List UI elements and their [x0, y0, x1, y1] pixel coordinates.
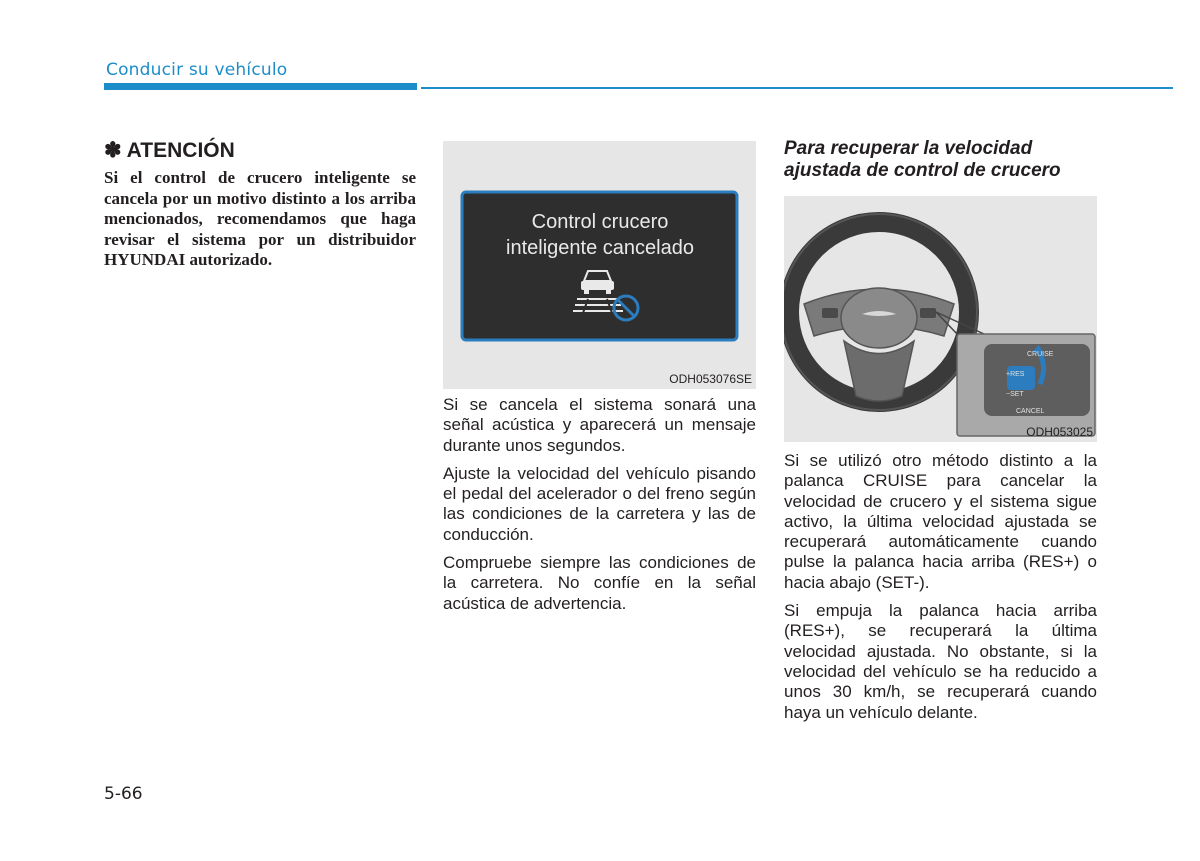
section-title: Conducir su vehículo [106, 60, 288, 80]
subsection-heading: Para recuperar la velocidad ajustada de control de crucero [784, 138, 1061, 181]
caution-symbol-icon: ✽ [104, 139, 122, 162]
steering-wheel-illustration [784, 196, 1097, 442]
paragraph: Si empuja la palanca hacia arriba (RES+), se recuperará la última velocidad ajustada. No obstante, si la velocidad del vehículo se ha reducido a unos 30 km/h, se recuperará cuando haya un vehículo delante. [784, 601, 1097, 722]
paragraph: Ajuste la velocidad del vehículo pisando el pedal del acelerador o del freno según las condiciones de la carretera y las de conducción. [443, 463, 756, 544]
paragraph: Si se utilizó otro método distinto a la palanca CRUISE para cancelar la velocidad de crucero y el sistema sigue activo, la última velocidad ajustada se recuperará automáticamente cuando pulse la palanca hacia arriba (RES+) o hacia abajo (SET-). [784, 451, 1097, 592]
screen-line-1: Control crucero [531, 211, 669, 233]
page-number: 5-66 [104, 784, 143, 804]
set-label: −SET [1006, 391, 1024, 398]
res-label: +RES [1006, 371, 1025, 378]
cancel-label: CANCEL [1016, 408, 1045, 415]
cancel-message-figure [443, 141, 756, 389]
paragraph: Compruebe siempre las condiciones de la carretera. No confíe en la señal acústica de advertencia. [443, 553, 756, 613]
middle-column [443, 141, 756, 622]
cruise-lever-detail [957, 334, 1095, 436]
paragraph: Si se cancela el sistema sonará una señal acústica y aparecerá un mensaje durante unos segundos. [443, 395, 756, 455]
screen-line-2: inteligente cancelado [506, 237, 694, 259]
cluster-screen-illustration [443, 141, 756, 389]
steering-wheel [784, 214, 977, 410]
right-column [784, 138, 1097, 731]
caution-heading [104, 138, 416, 163]
caution-heading-text: ATENCIÓN [126, 139, 235, 162]
caution-text: Si el control de crucero inteligente se cancela por un motivo distinto a los arriba mencionados, recomendamos que haga revisar el sistema por un distribuidor HYUNDAI autorizado. [104, 168, 416, 269]
caution-box [104, 138, 416, 271]
header-rule-thick [104, 83, 417, 90]
figure-code: ODH053076SE [669, 372, 752, 386]
steering-wheel-figure [784, 196, 1097, 442]
figure-code: ODH053025 [1026, 425, 1093, 439]
cruise-label: CRUISE [1027, 351, 1054, 358]
header-rule-thin [421, 87, 1173, 89]
